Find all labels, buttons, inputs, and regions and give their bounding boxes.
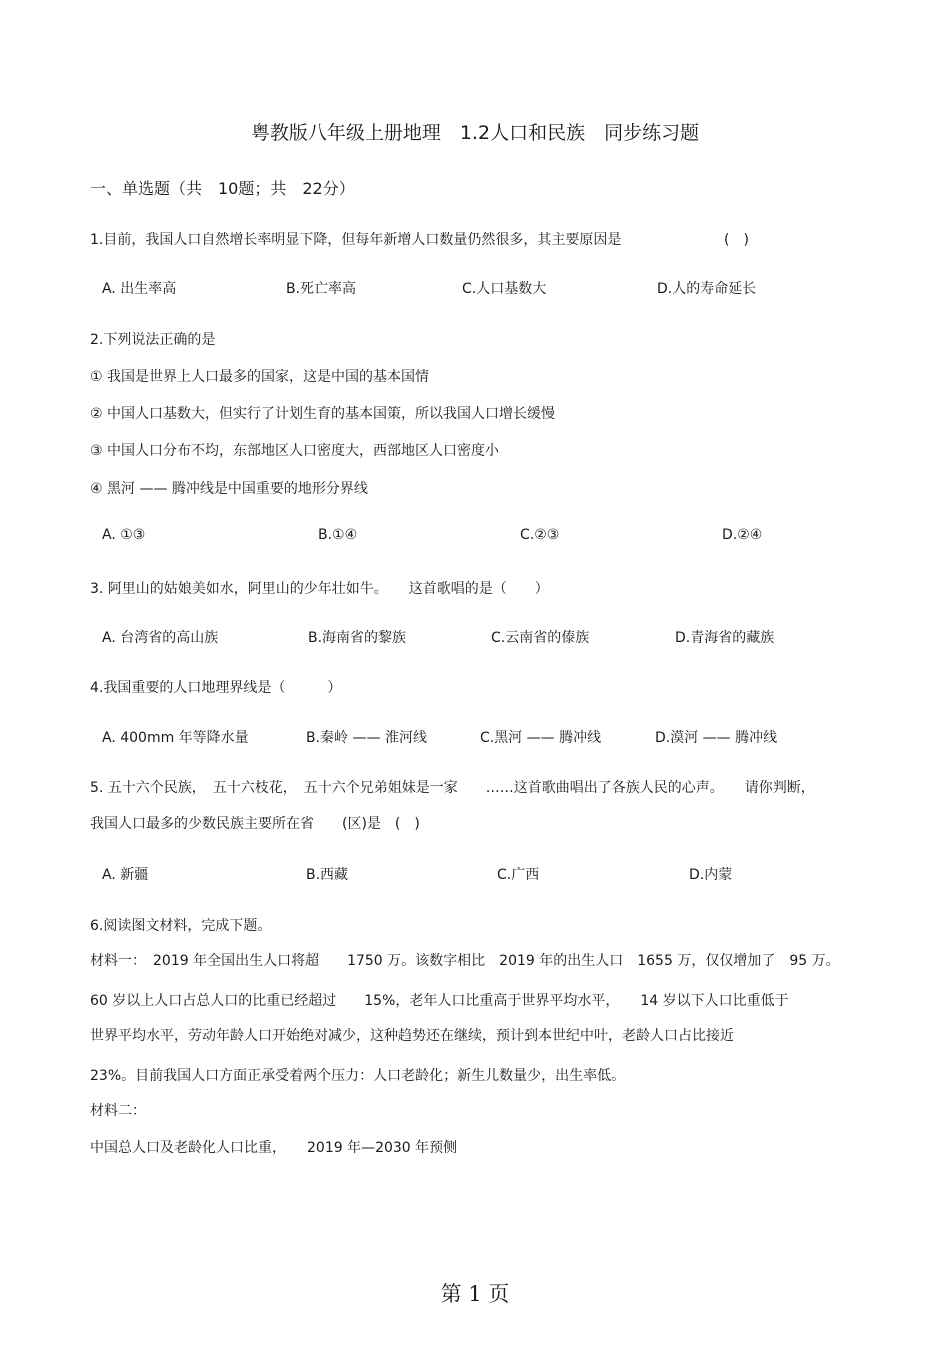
question-5-line-2: 我国人口最多的少数民族主要所在省 (区)是 ( ): [90, 816, 420, 832]
question-3-stem: 3. 阿里山的姑娘美如水，阿里山的少年壮如牛。 这首歌唱的是（ ）: [90, 581, 549, 597]
q2-statement-2: ② 中国人口基数大，但实行了计划生育的基本国策，所以我国人口增长缓慢: [90, 406, 555, 422]
q1-option-c: C.人口基数大: [462, 281, 547, 297]
material-1-line-2: 60 岁以上人口占总人口的比重已经超过 15%，老年人口比重高于世界平均水平， 14 岁以下人口比重低于: [90, 993, 789, 1009]
q4-option-b: B.秦岭 —— 淮河线: [306, 730, 427, 746]
section-heading: 一、单选题（共 10题；共 22分）: [90, 179, 355, 198]
q5-option-d: D.内蒙: [689, 867, 733, 883]
question-6-stem: 6.阅读图文材料，完成下题。: [90, 918, 272, 934]
q4-option-d: D.漠河 —— 腾冲线: [655, 730, 778, 746]
q2-option-a: A. ①③: [102, 527, 146, 543]
q3-option-c: C.云南省的傣族: [491, 630, 590, 646]
q5-option-b: B.西藏: [306, 867, 349, 883]
q2-statement-3: ③ 中国人口分布不均，东部地区人口密度大，西部地区人口密度小: [90, 443, 499, 459]
q2-statement-1: ① 我国是世界上人口最多的国家，这是中国的基本国情: [90, 369, 429, 385]
material-1-line-3: 世界平均水平，劳动年龄人口开始绝对减少，这种趋势还在继续，预计到本世纪中叶，老龄人口占比接近: [90, 1028, 734, 1044]
page-number: 第 1 页: [440, 1282, 510, 1306]
q2-statement-4: ④ 黑河 —— 腾冲线是中国重要的地形分界线: [90, 481, 368, 497]
material-2-label: 材料二：: [90, 1103, 146, 1119]
material-1-line-4: 23%。目前我国人口方面正承受着两个压力：人口老龄化；新生儿数量少，出生率低。: [90, 1068, 626, 1084]
chart-caption: 中国总人口及老龄化人口比重， 2019 年—2030 年预侧: [90, 1140, 458, 1156]
question-1-stem: 1.目前，我国人口自然增长率明显下降，但每年新增人口数量仍然很多，其主要原因是: [90, 232, 622, 248]
question-5-line-1: 5. 五十六个民族， 五十六枝花， 五十六个兄弟姐妹是一家 ……这首歌曲唱出了各族人民的心声。 请你判断，: [90, 780, 815, 796]
q5-option-a: A. 新疆: [102, 867, 149, 883]
question-2-stem: 2.下列说法正确的是: [90, 332, 216, 348]
question-4-stem: 4.我国重要的人口地理界线是（ ）: [90, 680, 342, 696]
q5-option-c: C.广西: [497, 867, 540, 883]
q2-option-d: D.②④: [722, 527, 763, 543]
q4-option-c: C.黑河 —— 腾冲线: [480, 730, 602, 746]
q2-option-c: C.②③: [520, 527, 560, 543]
question-1-paren: ( ): [724, 232, 749, 248]
document-title: 粤教版八年级上册地理 1.2人口和民族 同步练习题: [250, 122, 700, 144]
q3-option-d: D.青海省的藏族: [675, 630, 775, 646]
q3-option-b: B.海南省的黎族: [308, 630, 407, 646]
q2-option-b: B.①④: [318, 527, 358, 543]
q4-option-a: A. 400mm 年等降水量: [102, 730, 249, 746]
q1-option-d: D.人的寿命延长: [657, 281, 757, 297]
q1-option-b: B.死亡率高: [286, 281, 357, 297]
material-1-line-1: 材料一： 2019 年全国出生人口将超 1750 万。该数字相比 2019 年的出生人口 1655 万，仅仅增加了 95 万。: [90, 953, 840, 969]
q1-option-a: A. 出生率高: [102, 281, 177, 297]
q3-option-a: A. 台湾省的高山族: [102, 630, 219, 646]
